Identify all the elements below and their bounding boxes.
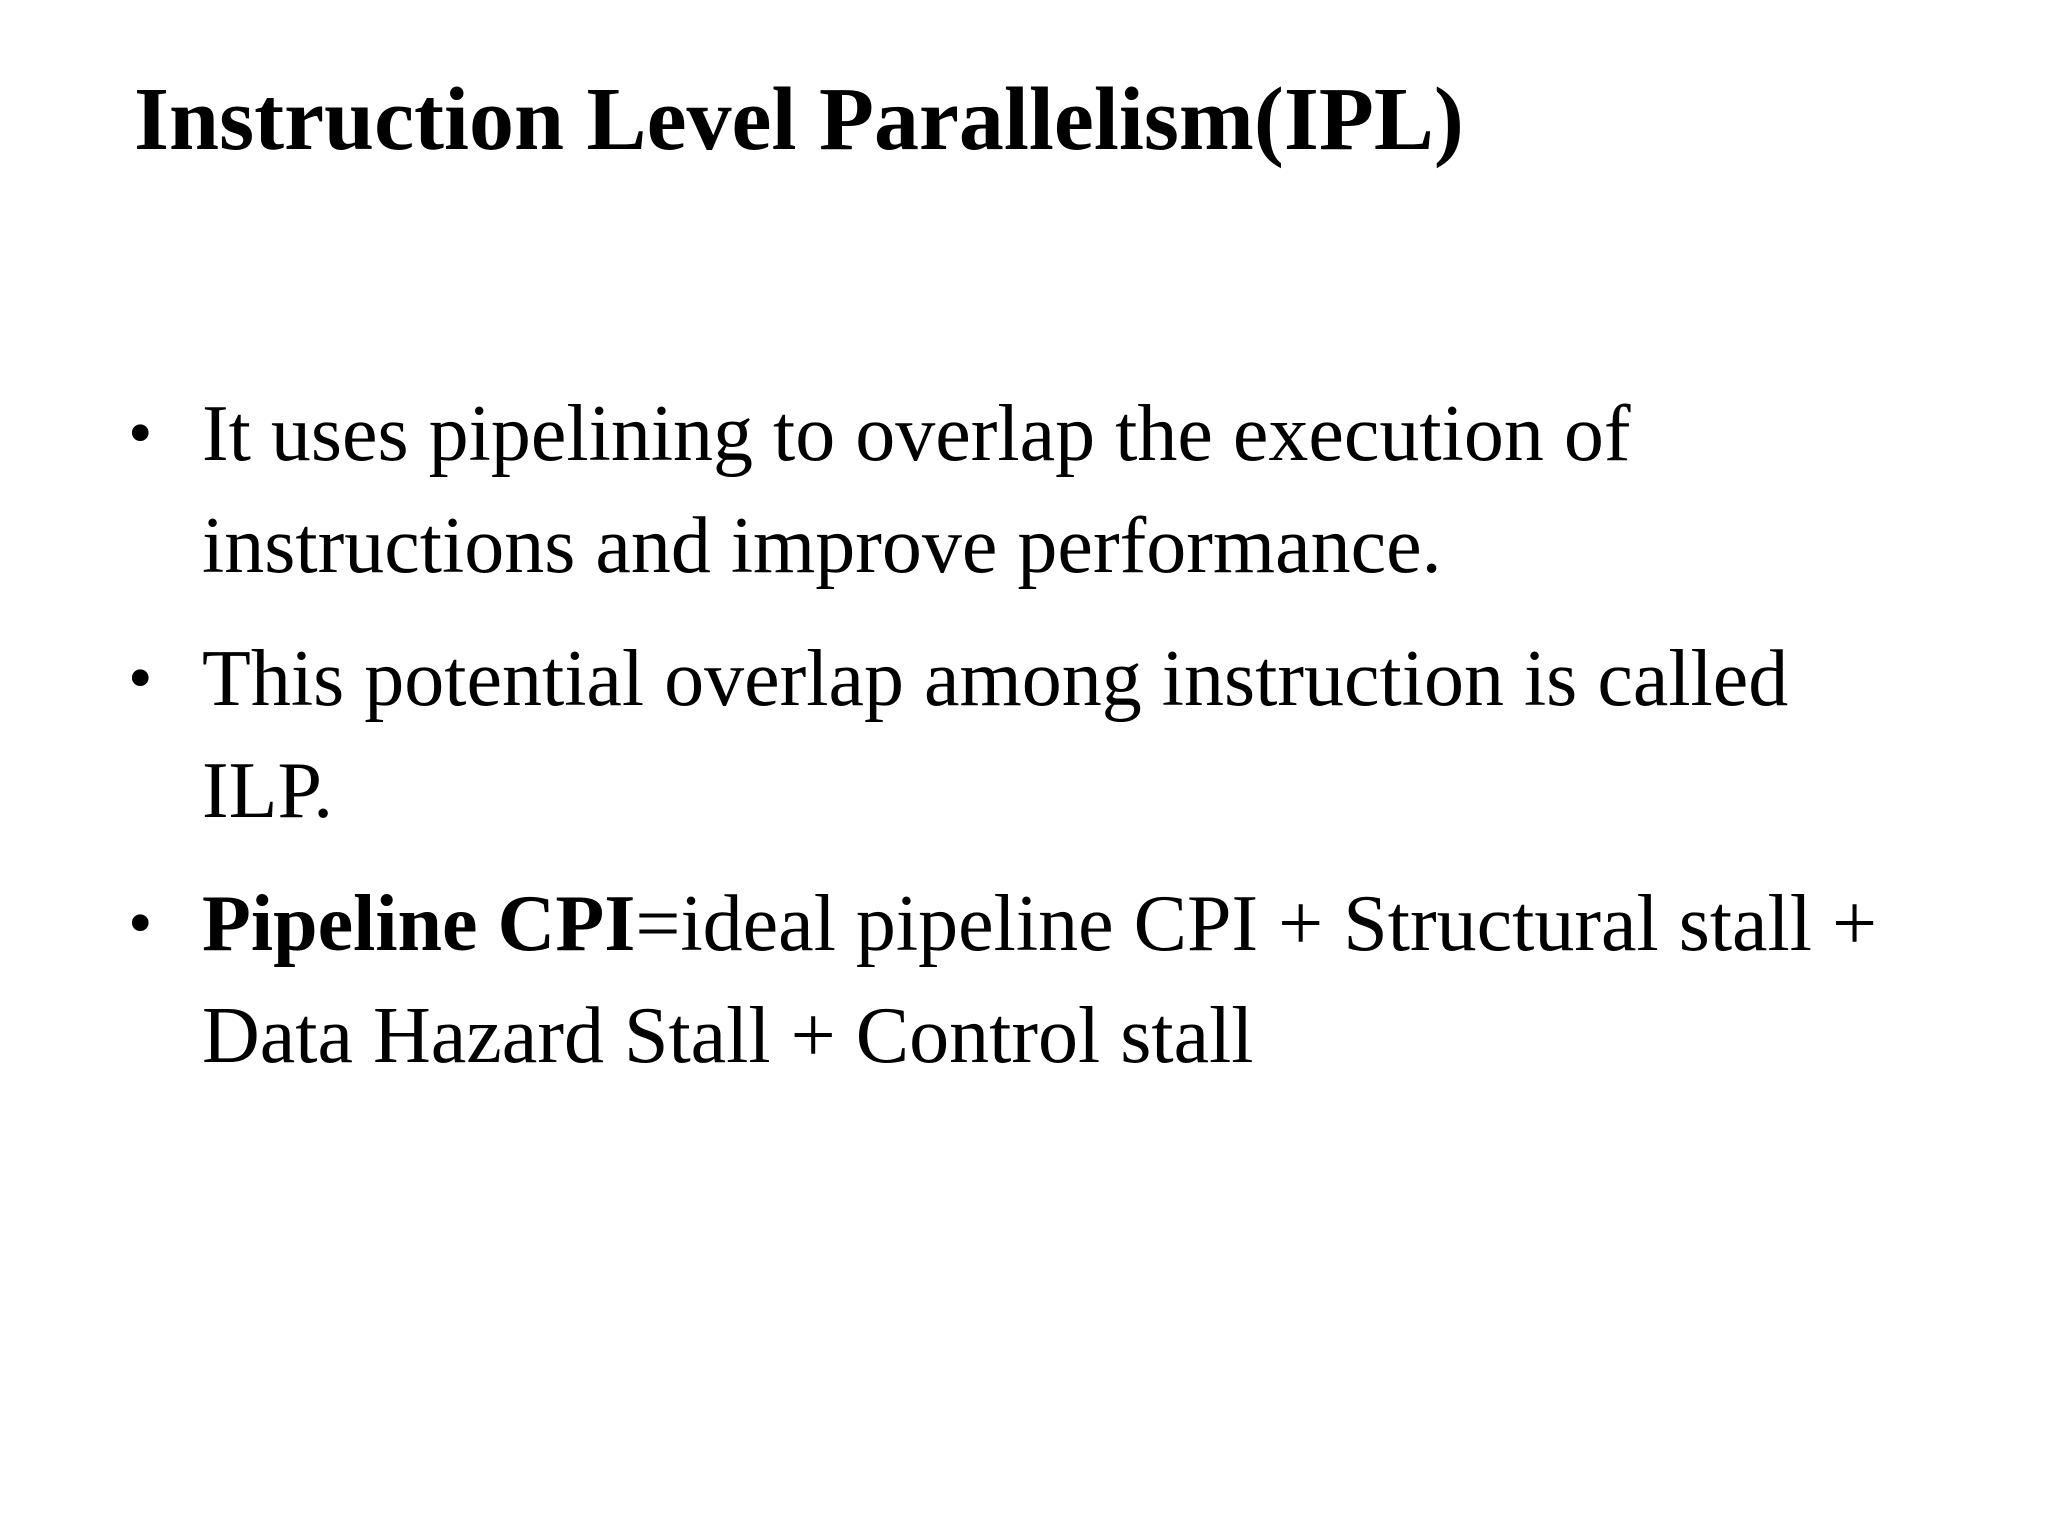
slide-title: Instruction Level Parallelism(IPL) <box>134 70 1464 169</box>
bullet-text: This potential overlap among instruction is called ILP. <box>202 635 1789 835</box>
bullet-bold-term: Pipeline CPI <box>202 880 636 968</box>
bullet-item-pipeline-cpi <box>128 868 1928 1092</box>
bullet-marker: • <box>128 640 153 717</box>
bullet-item-ilp-definition <box>128 623 1928 847</box>
bullet-item-pipelining <box>128 378 1928 602</box>
bullet-text: =ideal pipeline CPI + Structural stall + Data Hazard Stall + Control stall <box>202 880 1878 1080</box>
bullet-list <box>128 378 1928 1113</box>
bullet-text: It uses pipelining to overlap the execution of instructions and improve performance. <box>202 390 1631 590</box>
bullet-marker: • <box>128 885 153 962</box>
bullet-marker: • <box>128 395 153 472</box>
